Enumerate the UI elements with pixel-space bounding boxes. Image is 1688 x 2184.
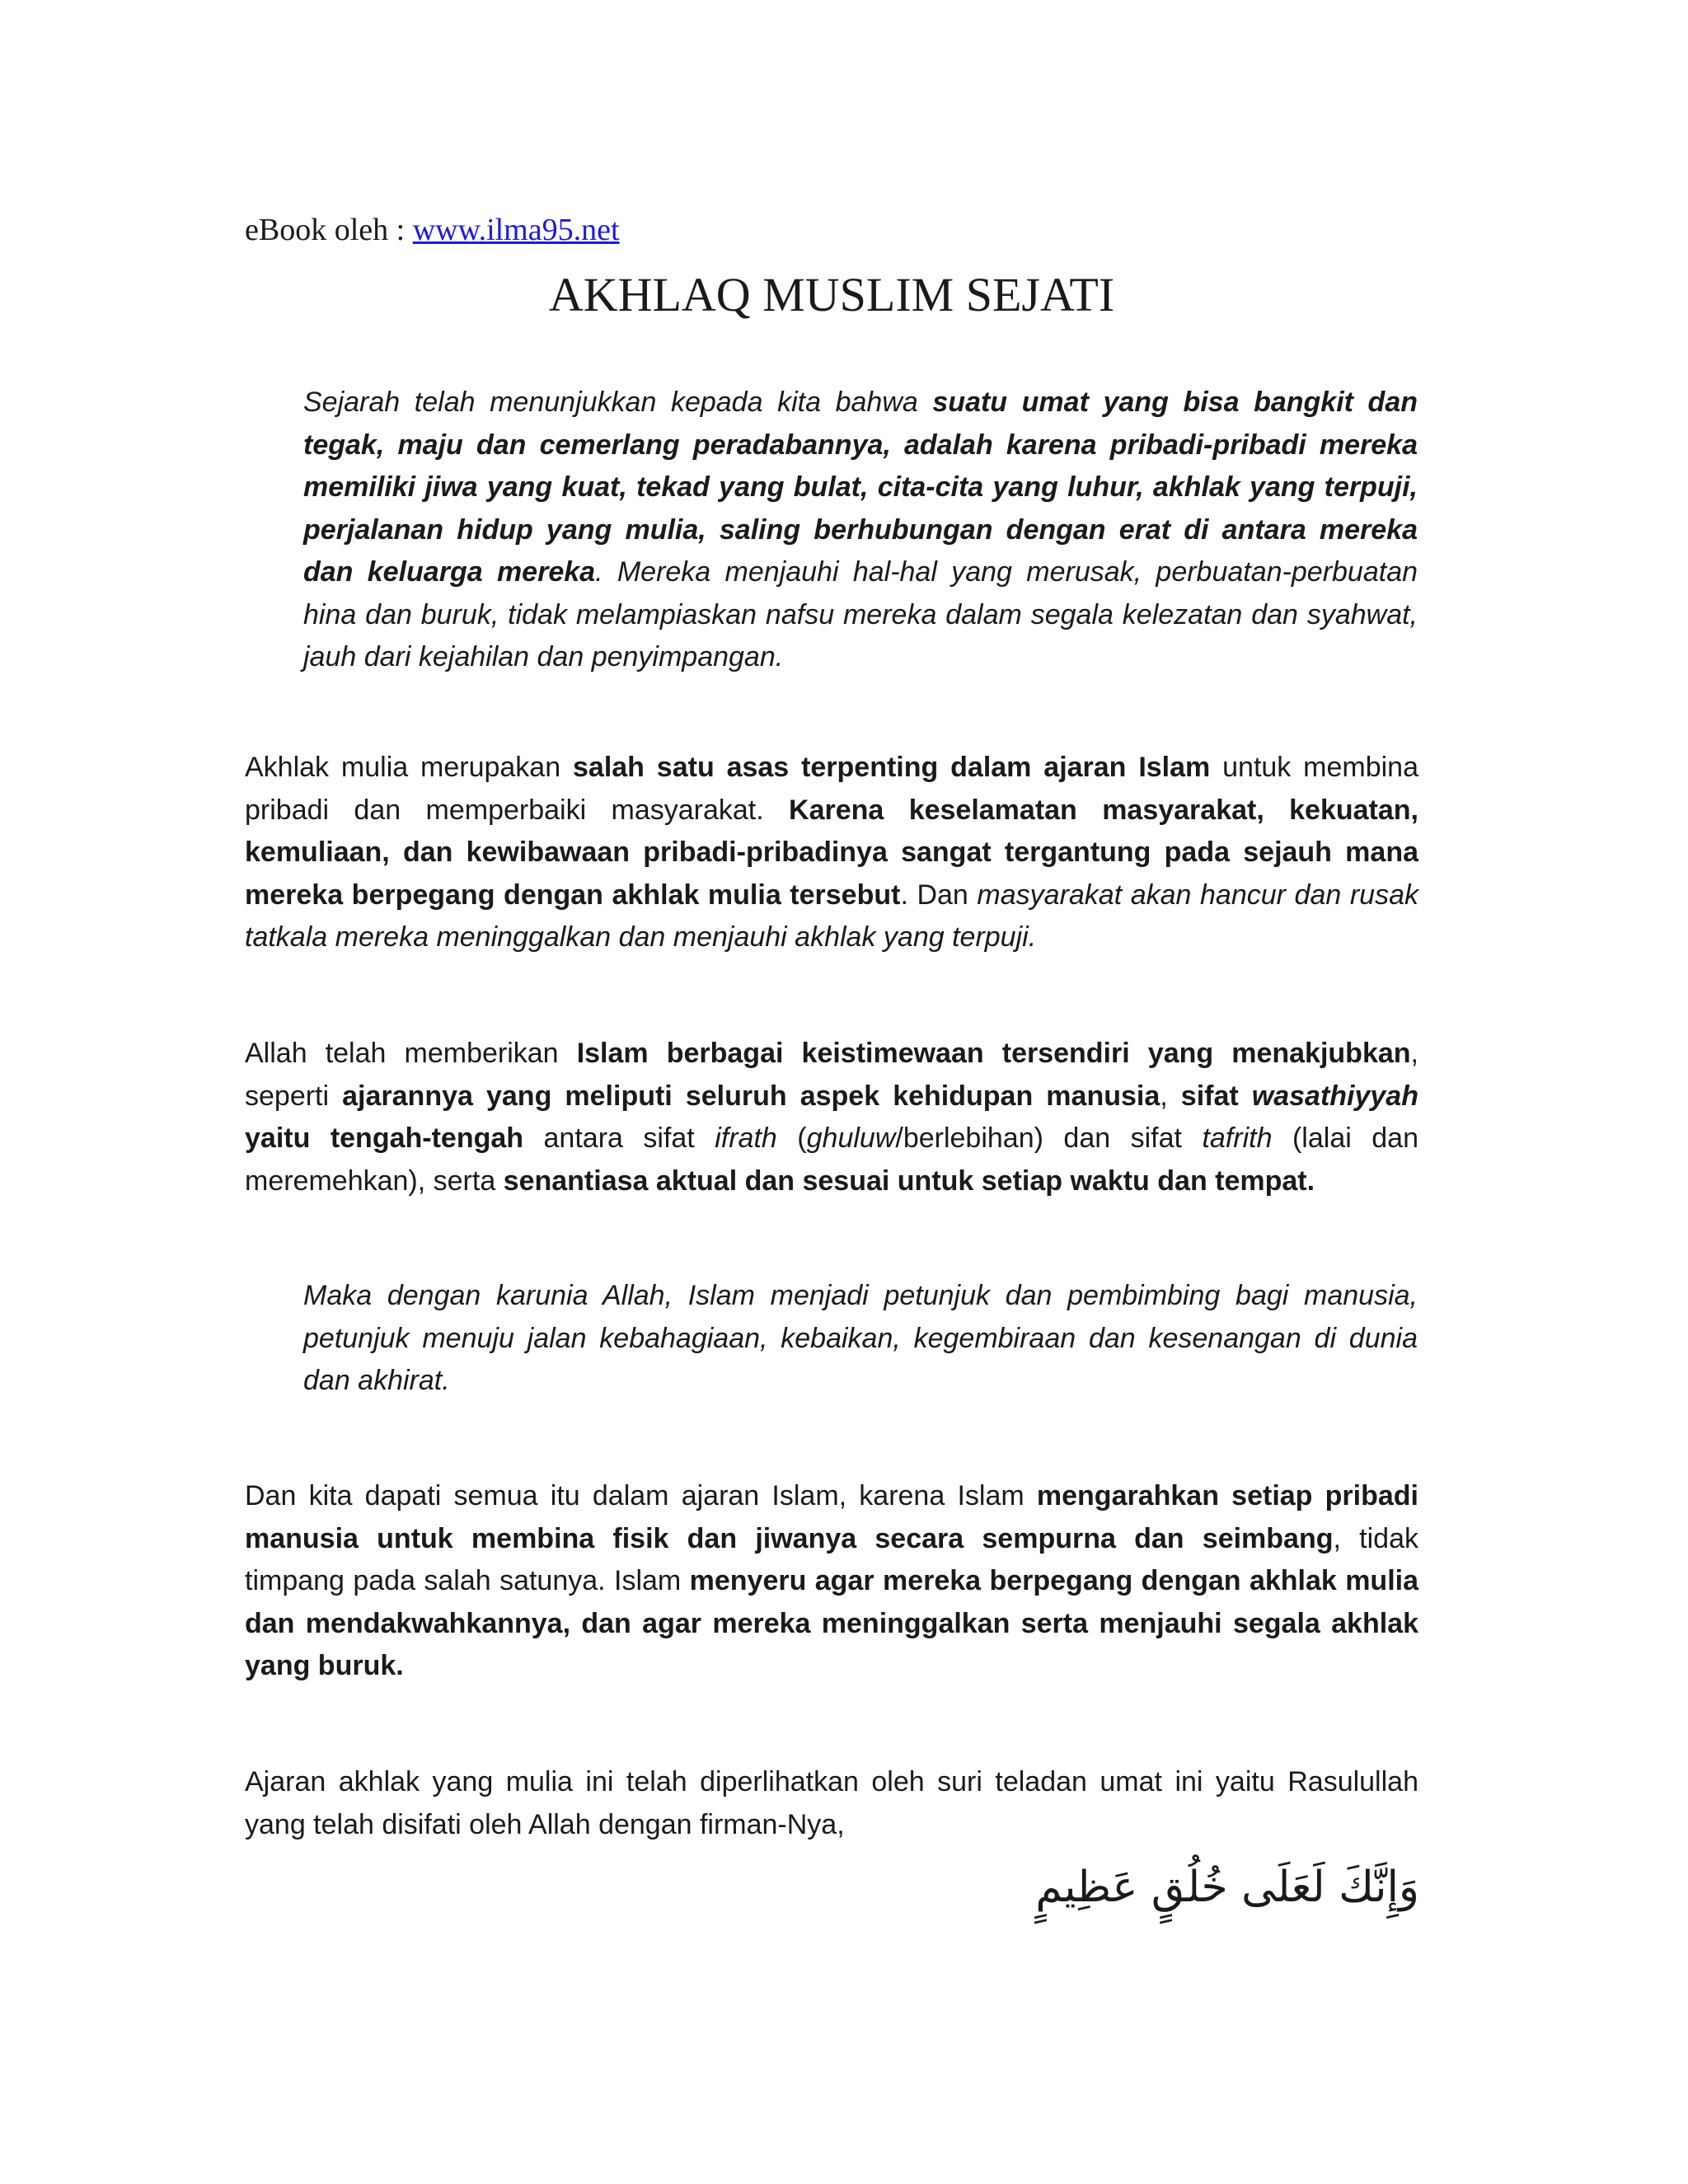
bold-text-run: ajarannya yang meliputi seluruh aspek kehidupan manusia — [342, 1080, 1160, 1112]
text-run: , — [1160, 1080, 1181, 1112]
bold-italic-text-run: wasathiyyah — [1251, 1080, 1418, 1112]
text-run: . Dan — [900, 879, 978, 911]
bold-text-run: sifat — [1180, 1080, 1252, 1112]
italic-text-run: ghuluw — [806, 1122, 896, 1154]
paragraph-akhlak-mulia — [245, 747, 1418, 959]
bold-text-run: salah satu asas terpenting dalam ajaran Islam — [573, 752, 1211, 783]
italic-text-run: masyarakat akan hancur dan rusak tatkala mereka meninggalkan dan menjauhi akhlak yang terpuji. — [245, 879, 1418, 953]
bold-text-run: yaitu tengah-tengah — [245, 1122, 524, 1154]
text-run: , seperti — [245, 1038, 1418, 1112]
text-run: Sejarah telah menunjukkan kepada kita bahwa — [303, 387, 933, 418]
paragraph-karunia-allah: Maka dengan karunia Allah, Islam menjadi petunjuk dan pembimbing bagi manusia, petunjuk menuju jalan kebahagiaan, kebaikan, kegembiraan dan kesenangan di dunia dan akhirat. — [303, 1280, 1418, 1396]
text-run: antara sifat — [523, 1122, 715, 1154]
text-run: . Mereka menjauhi hal-hal yang merusak, perbuatan-perbuatan hina dan buruk, tidak melampiaskan nafsu mereka dalam segala kelezatan dan syahwat, jauh dari kejahilan dan penyimpangan. — [303, 556, 1418, 673]
italic-text-run: ifrath — [715, 1122, 777, 1154]
arabic-verse: وَإِنَّكَ لَعَلَى خُلُقٍ عَظِيمٍ — [1035, 1863, 1419, 1912]
paragraph-keistimewaan-islam — [245, 1033, 1418, 1202]
text-run: ( — [776, 1122, 807, 1154]
bold-text-run: suatu umat yang bisa bangkit dan tegak, maju dan cemerlang peradabannya, adalah karena pribadi-pribadi mereka memiliki jiwa yang kuat, tekad yang bulat, cita-cita yang luhur, akhlak yang terpuji, perjalanan hidup yang mulia, saling berhubungan dengan erat di antara mereka dan keluarga mereka — [303, 387, 1418, 588]
bold-text-run: senantiasa aktual dan sesuai untuk setiap waktu dan tempat. — [503, 1165, 1315, 1197]
page-title: AKHLAQ MUSLIM SEJATI — [548, 268, 1115, 321]
bold-text-run: mengarahkan setiap pribadi manusia untuk membina fisik dan jiwanya secara sempurna dan seimbang — [245, 1480, 1418, 1554]
intro-quote-paragraph — [303, 382, 1418, 679]
bold-text-run: Islam berbagai keistimewaan tersendiri yang menakjubkan — [576, 1038, 1411, 1069]
ebook-credit-label: eBook oleh : — [245, 213, 413, 247]
text-run: Akhlak mulia merupakan — [245, 752, 573, 783]
paragraph-ajaran-islam — [245, 1475, 1418, 1688]
website-link[interactable]: www.ilma95.net — [412, 213, 620, 247]
bold-text-run: Karena keselamatan masyarakat, kekuatan, kemuliaan, dan kewibawaan pribadi-pribadinya sangat tergantung pada sejauh mana mereka berpegang dengan akhlak mulia tersebut — [245, 794, 1418, 911]
italic-text-run: tafrith — [1202, 1122, 1273, 1154]
text-run: Dan kita dapati semua itu dalam ajaran Islam, karena Islam — [245, 1480, 1037, 1511]
text-run: /berlebihan) dan sifat — [895, 1122, 1203, 1154]
text-run: , tidak timpang pada salah satunya. Islam — [245, 1522, 1418, 1596]
bold-text-run: menyeru agar mereka berpegang dengan akhlak mulia dan mendakwahkannya, dan agar mereka meninggalkan serta menjauhi segala akhlak yang buruk. — [245, 1565, 1418, 1681]
paragraph-suri-teladan: Ajaran akhlak yang mulia ini telah diperlihatkan oleh suri teladan umat ini yaitu Rasulullah yang telah disifati oleh Allah dengan firman-Nya, — [245, 1766, 1418, 1840]
ebook-credit — [245, 210, 620, 250]
text-run: untuk membina pribadi dan memperbaiki masyarakat. — [245, 752, 1418, 826]
text-run: Allah telah memberikan — [245, 1038, 577, 1069]
text-run: (lalai dan meremehkan), serta — [245, 1122, 1418, 1197]
